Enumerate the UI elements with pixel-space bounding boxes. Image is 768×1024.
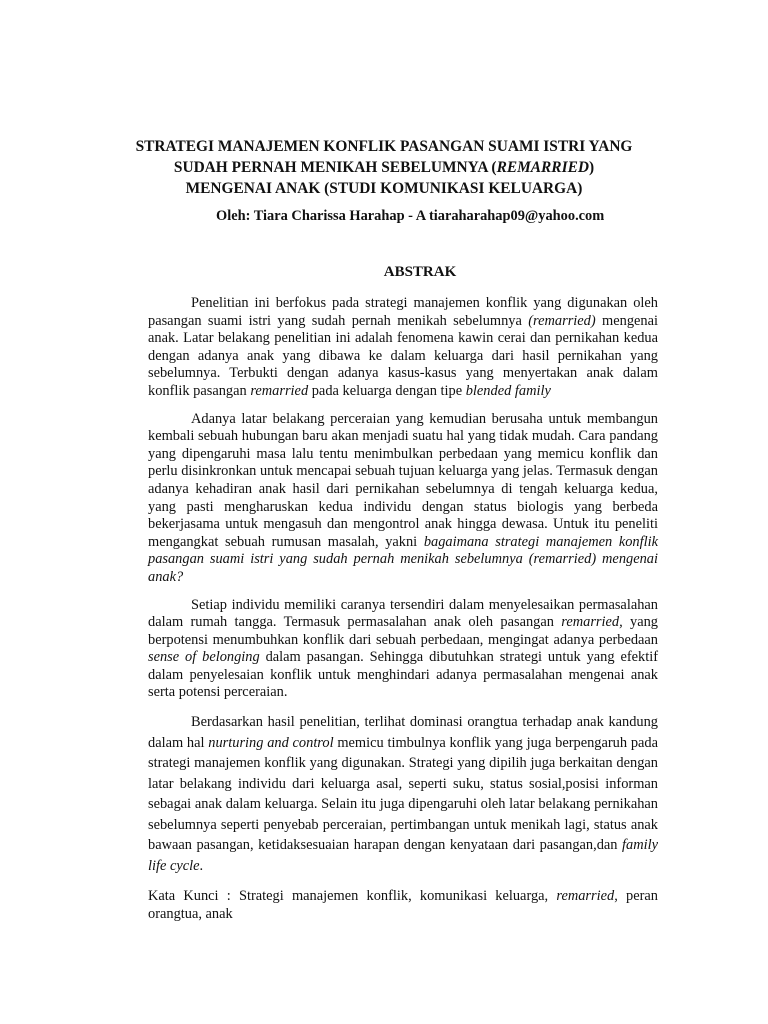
- abstract-paragraph-2: Adanya latar belakang perceraian yang kemudian berusaha untuk membangun kembali sebuah hubungan baru akan menjadi suatu hal yang tidak mudah. Cara pandang yang dipengaruhi masa lalu tentu menimbulkan perbedaan yang memicu konflik dan perlu disinkronkan untuk mencapai sebuah tujuan keluarga yang jelas. Termasuk dengan adanya kehadiran anak hasil dari pernikahan sebelumnya di tengah keluarga kedua, yang pasti mengharuskan kedua individu dengan status biologis yang berbeda bekerjasama untuk mengasuh dan mengontrol anak hingga dewasa. Untuk itu peneliti mengangkat sebuah rumusan masalah, yakni bagaimana strategi manajemen konflik pasangan suami istri yang sudah pernah menikah sebelumnya (remarried) mengenai anak?: [148, 410, 658, 585]
- title-line-3: MENGENAI ANAK (STUDI KOMUNIKASI KELUARGA): [185, 180, 583, 197]
- abstract-paragraph-1: Penelitian ini berfokus pada strategi manajemen konflik yang digunakan oleh pasangan suami istri yang sudah pernah menikah sebelumnya (remarried) mengenai anak. Latar belakang penelitian ini adalah fenomena kawin cerai dan pernikahan kedua dengan adanya anak yang dibawa ke dalam keluarga dari hasil pernikahan yang sebelumnya. Terbukti dengan adanya kasus-kasus yang menyertakan anak dalam konflik pasangan remarried pada keluarga dengan tipe blended family: [148, 295, 658, 399]
- abstract-heading: ABSTRAK: [383, 264, 457, 280]
- title-line-1: STRATEGI MANAJEMEN KONFLIK PASANGAN SUAMI ISTRI YANG: [135, 138, 633, 155]
- paper-title: [130, 136, 638, 199]
- abstract-paragraph-4: Berdasarkan hasil penelitian, terlihat dominasi orangtua terhadap anak kandung dalam hal nurturing and control memicu timbulnya konflik yang juga berpengaruh pada strategi manajemen konflik yang digunakan. Strategi yang dipilih juga berkaitan dengan latar belakang individu dari keluarga asal, seperti suku, status sosial,posisi informan sebagai anak dalam keluarga. Selain itu juga dipengaruhi oleh latar belakang pernikahan sebelumnya seperti penyebab perceraian, pertimbangan untuk menikah lagi, status anak bawaan pasangan, ketidaksesuaian harapan dengan kenyataan dari pasangan,dan family life cycle.: [148, 714, 658, 874]
- abstract-paragraph-3: Setiap individu memiliki caranya tersendiri dalam menyelesaikan permasalahan dalam rumah tangga. Termasuk permasalahan anak oleh pasangan remarried, yang berpotensi menumbuhkan konflik dari sebuah perbedaan, mengingat adanya perbedaan sense of belonging dalam pasangan. Sehingga dibutuhkan strategi untuk yang efektif dalam penyelesaian konflik untuk menghindari adanya permasalahan mengenai anak serta potensi perceraian.: [148, 596, 658, 701]
- abstract-body: [148, 295, 658, 923]
- title-line-2: SUDAH PERNAH MENIKAH SEBELUMNYA (REMARRIED): [173, 159, 595, 176]
- author-line: Oleh: Tiara Charissa Harahap - A tiaraharahap09@yahoo.com: [216, 208, 605, 224]
- keywords-line: Kata Kunci : Strategi manajemen konflik, komunikasi keluarga, remarried, peran orangtua, anak: [148, 888, 658, 922]
